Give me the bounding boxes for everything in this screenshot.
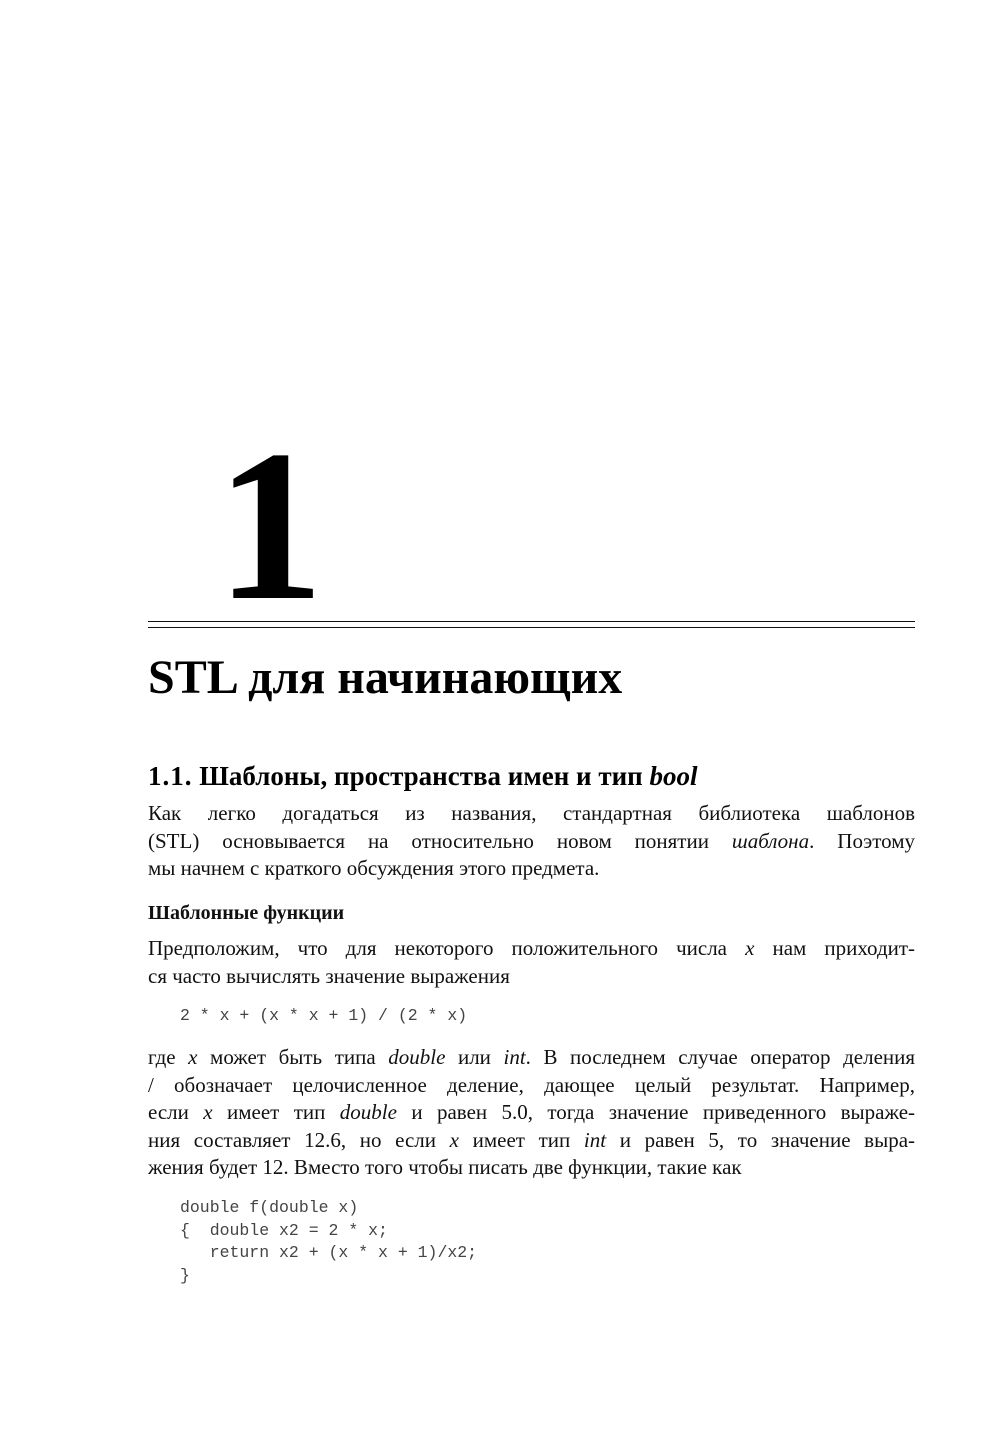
code-expression [180, 1005, 467, 1028]
section-heading [148, 760, 698, 792]
paragraph-line [148, 1099, 915, 1127]
paragraph-line [148, 935, 915, 963]
type-double: double [388, 1045, 446, 1069]
text-run: если [148, 1100, 189, 1124]
text-run: нам приходит- [772, 936, 916, 960]
type-int: int [583, 1127, 607, 1152]
text-run: . В последнем случае оператор деления [525, 1045, 916, 1069]
section-title-italic: bool [649, 761, 698, 791]
text-run: ния составляет 12.6, но если [148, 1127, 437, 1152]
text-run: Предположим, что для некоторого положительного числа [148, 936, 728, 960]
text-run: имеет тип [227, 1100, 326, 1124]
code-line: return x2 + (x * x + 1)/x2; [180, 1243, 478, 1262]
text-run: и равен 5.0, тогда значение приведенного выраже- [411, 1100, 916, 1124]
code-line: double f(double x) [180, 1198, 359, 1217]
paragraph-line: ся часто вычислять значение выражения [148, 963, 510, 988]
text-run: и равен 5, то значение выра- [619, 1127, 916, 1152]
text-run: . Поэтому [809, 828, 915, 853]
paragraph-line [148, 1127, 915, 1155]
text-run: или [457, 1045, 491, 1069]
variable-x: x [449, 1127, 459, 1152]
paragraph-line: / обозначает целочисленное деление, дающее целый результат. Например, [148, 1072, 915, 1097]
chapter-number: 1 [216, 406, 320, 645]
explanation-paragraph [148, 1044, 915, 1182]
text-run: (STL) основывается на относительно новом понятии [148, 828, 709, 853]
paragraph-line: жения будет 12. Вместо того чтобы писать две функции, такие как [148, 1155, 742, 1179]
code-line: } [180, 1265, 190, 1285]
section-title-text: Шаблоны, пространства имен и тип [199, 761, 643, 791]
text-run: может быть типа [210, 1045, 376, 1069]
code-line: 2 * x + (x * x + 1) / (2 * x) [180, 1006, 468, 1025]
code-line: { double x2 = 2 * x; [180, 1220, 388, 1240]
type-int: int [503, 1045, 526, 1069]
text-run: имеет тип [472, 1127, 571, 1152]
intro-paragraph [148, 800, 915, 883]
paragraph-line [148, 1044, 915, 1072]
paragraph-line: мы начнем с краткого обсуждения этого предмета. [148, 856, 600, 880]
chapter-rule-top [148, 621, 915, 622]
variable-x: x [203, 1100, 213, 1124]
subsection-heading: Шаблонные функции [148, 902, 345, 924]
section-number: 1.1. [148, 761, 193, 791]
paragraph-line [148, 828, 915, 856]
variable-x: x [188, 1045, 198, 1069]
template-functions-paragraph [148, 935, 915, 990]
paragraph-line: Как легко догадаться из названия, стандартная библиотека шаблонов [148, 801, 915, 825]
variable-x: x [745, 936, 755, 960]
text-run: где [148, 1045, 176, 1069]
emphasis-term: шаблона [731, 828, 810, 853]
code-function-example [180, 1197, 477, 1287]
chapter-rule-bottom [148, 627, 915, 628]
type-double: double [339, 1100, 397, 1124]
chapter-title: STL для начинающих [148, 651, 623, 704]
